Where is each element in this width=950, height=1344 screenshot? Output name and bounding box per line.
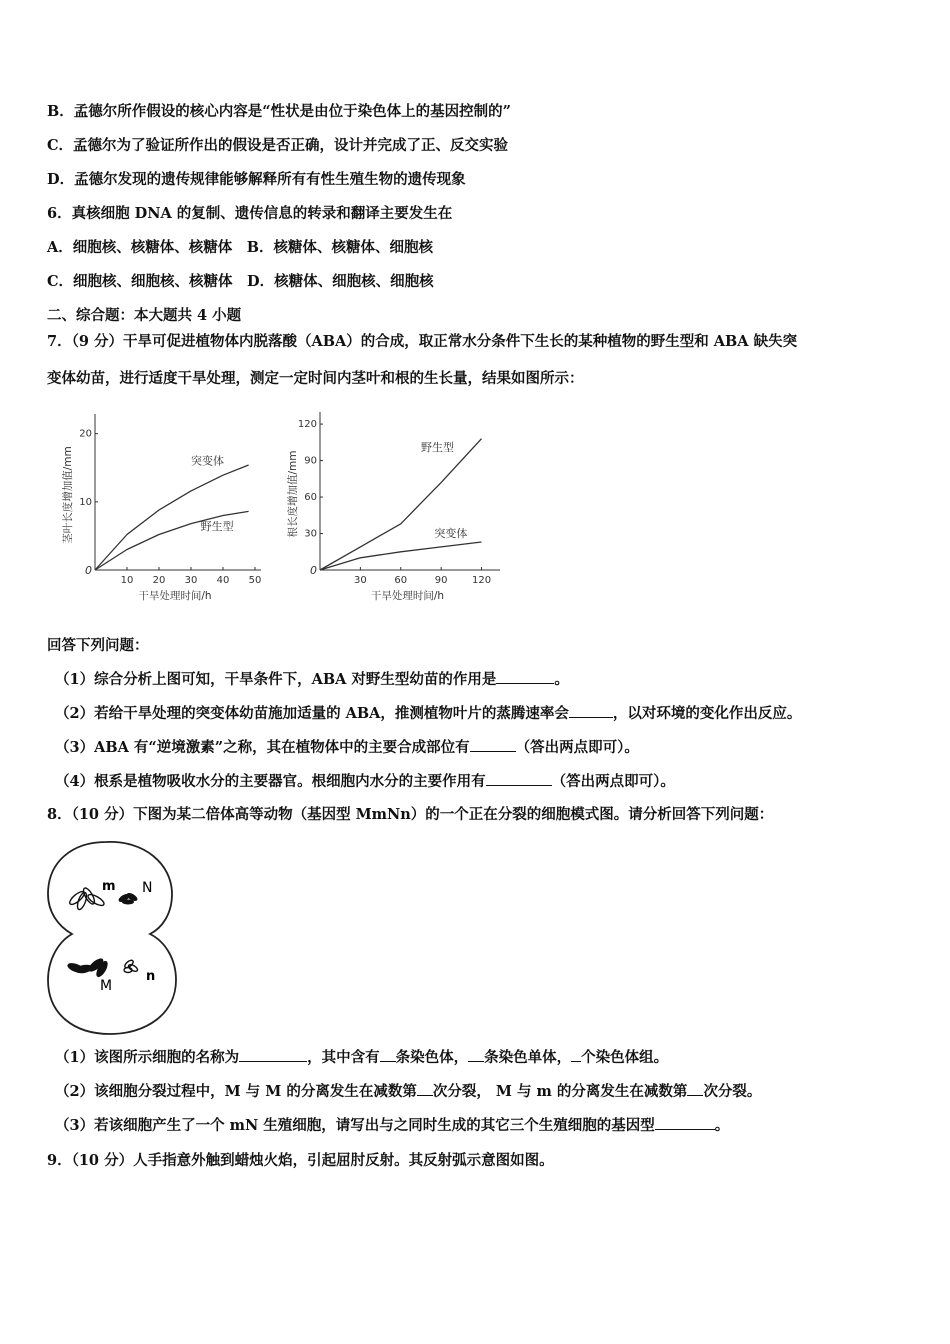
section-2-heading: 二、综合题：本大题共 4 小题 [47, 307, 242, 324]
series-label: 野生型 [200, 519, 234, 533]
x-axis-label: 干旱处理时间/h [138, 590, 212, 602]
question-7-stem: 7．（9 分）干旱可促进植物体内脱落酸（ABA）的合成，取正常水分条件下生长的某种植物的野生型和 ABA 缺失突 [47, 333, 798, 350]
x-tick-label: 60 [394, 575, 408, 586]
question-6: 6．真核细胞 DNA 的复制、遗传信息的转录和翻译主要发生在 [47, 205, 453, 222]
y-tick-label: 20 [79, 428, 92, 440]
answer-blank[interactable] [571, 1048, 581, 1062]
y-tick-label: 10 [79, 496, 92, 508]
question-7-part-3: （3）ABA 有“逆境激素”之称，其在植物体中的主要合成部位有 （答出两点即可）。 [55, 739, 639, 756]
option-b: B．孟德尔所作假设的核心内容是“性状是由位于染色体上的基因控制的” [47, 103, 511, 120]
answer-prompt: 回答下列问题： [47, 637, 149, 654]
chart-stem-leaf [50, 402, 270, 607]
question-8-stem: 8．（10 分）下图为某二倍体高等动物（基因型 MmNn）的一个正在分裂的细胞模式图。请分析回答下列问题： [47, 806, 774, 823]
option-c: C．孟德尔为了验证所作出的假设是否正确，设计并完成了正、反交实验 [47, 137, 509, 154]
series-label: 突变体 [191, 454, 224, 468]
question-7-part-2: （2）若给干旱处理的突变体幼苗施加适量的 ABA，推测植物叶片的蒸腾速率会 ，以对环境的变化作出反应。 [55, 705, 802, 722]
answer-blank[interactable] [417, 1082, 433, 1096]
x-axis-label: 干旱处理时间/h [370, 590, 445, 602]
label-m-upper: m [102, 879, 116, 894]
series-line [95, 465, 249, 570]
label-m-lower: M [100, 978, 113, 994]
answer-blank[interactable] [569, 704, 613, 718]
cell-membrane [48, 842, 176, 1034]
x-tick-label: 20 [152, 575, 166, 586]
x-tick-label: 10 [120, 575, 134, 586]
x-tick-label: 40 [216, 575, 230, 586]
series-line [320, 439, 482, 570]
x-tick-label: 120 [471, 575, 492, 586]
question-8-part-2: （2）该细胞分裂过程中，M 与 M 的分离发生在减数第 次分裂， M 与 m 的分离发生在减数第 次分裂。 [55, 1083, 762, 1100]
y-tick-label: 60 [304, 492, 317, 504]
question-8-part-3: （3）若该细胞产生了一个 mN 生殖细胞，请写出与之同时生成的其它三个生殖细胞的基因型 。 [55, 1117, 730, 1134]
option-d: D．孟德尔发现的遗传规律能够解释所有有性生殖生物的遗传现象 [47, 171, 466, 188]
y-axis-label: 根长度增加值/mm [287, 450, 299, 538]
question-7-part-1: （1）综合分析上图可知，干旱条件下，ABA 对野生型幼苗的作用是 。 [55, 671, 569, 688]
answer-blank[interactable] [468, 1048, 484, 1062]
label-n-upper: N [142, 880, 153, 896]
answer-blank[interactable] [687, 1082, 703, 1096]
y-tick-label: 120 [297, 419, 317, 431]
x-tick-label: 30 [354, 575, 367, 586]
answer-blank[interactable] [470, 738, 516, 752]
question-7-part-4: （4）根系是植物吸收水分的主要器官。根细胞内水分的主要作用有 （答出两点即可）。 [55, 773, 675, 790]
x-tick-label: 90 [434, 575, 448, 586]
question-7-stem-cont: 变体幼苗，进行适度干旱处理，测定一定时间内茎叶和根的生长量，结果如图所示： [47, 370, 584, 387]
answer-blank[interactable] [496, 670, 554, 684]
chart-root [280, 402, 500, 607]
answer-blank[interactable] [380, 1048, 396, 1062]
answer-blank[interactable] [486, 772, 552, 786]
series-label: 野生型 [420, 440, 454, 454]
question-6-options-cd: C．细胞核、细胞核、核糖体 D．核糖体、细胞核、细胞核 [47, 273, 434, 290]
chromosome-n-lower [124, 959, 139, 973]
chromosome-m-upper [68, 886, 106, 910]
question-8-part-1: （1）该图所示细胞的名称为 ，其中含有 条染色体， 条染色单体， 个染色体组。 [55, 1049, 669, 1066]
origin-label: 0 [85, 564, 92, 577]
y-tick-label: 90 [304, 455, 317, 467]
question-6-options-ab: A．细胞核、核糖体、核糖体 B．核糖体、核糖体、细胞核 [47, 239, 434, 256]
label-n-lower: n [146, 969, 156, 984]
x-tick-label: 30 [184, 575, 198, 586]
answer-blank[interactable] [239, 1048, 307, 1062]
y-axis-label: 茎叶长度增加值/mm [62, 446, 74, 544]
question-9-stem: 9．（10 分）人手指意外触到蜡烛火焰，引起屈肘反射。其反射弧示意图如图。 [47, 1152, 554, 1169]
x-tick-label: 50 [248, 575, 262, 586]
chromosome-n-upper [117, 891, 138, 904]
origin-label: 0 [310, 564, 317, 577]
y-tick-label: 30 [304, 528, 317, 540]
series-label: 突变体 [434, 527, 468, 541]
chromosome-m-lower [66, 956, 110, 979]
cell-division-figure [44, 838, 184, 1038]
answer-blank[interactable] [655, 1116, 715, 1130]
